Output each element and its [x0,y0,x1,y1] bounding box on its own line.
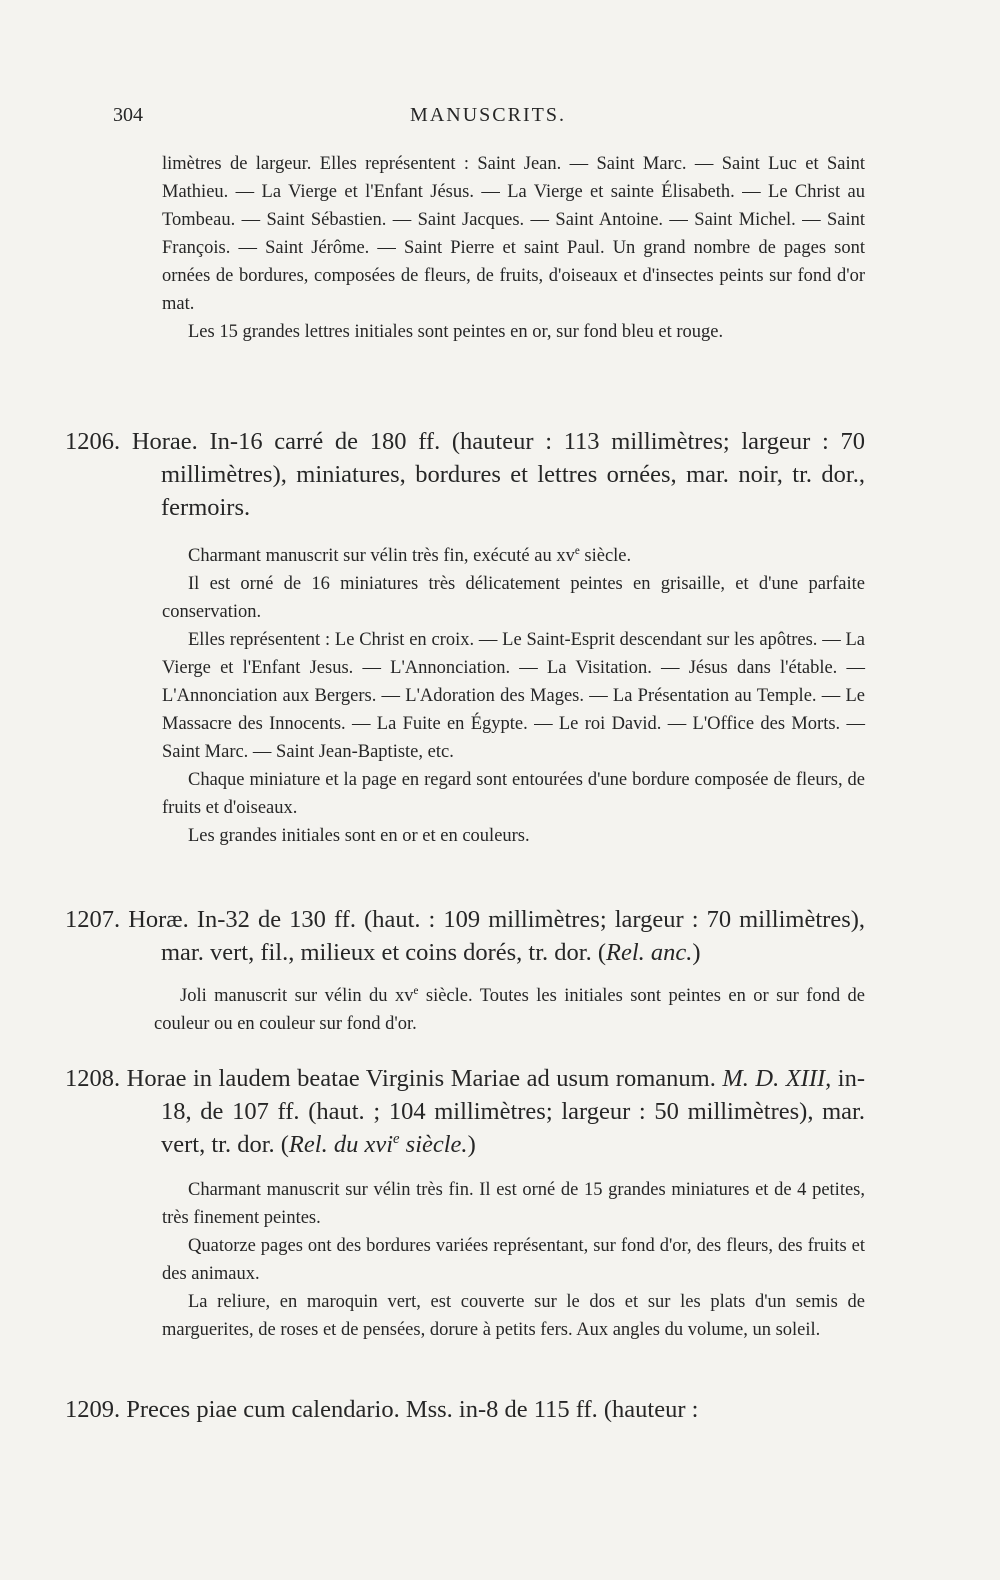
entry-1207 [65,903,866,969]
entry-number: 1209. [65,1396,121,1423]
binding-note: Rel. du xvi$^e$ siècle. [288,1130,468,1158]
running-title: MANUSCRITS. [410,104,566,126]
entry-1206-paragraph-3: Elles représentent : Le Christ en croix. — Le Saint-Esprit descendant sur les apôtres. — La Vierge et l'Enfant Jesus. — L'Annonciation. — La Visitation. — Jésus dans l'étable. — L'Annonciation aux Bergers. — L'Adoration des Mages. — La Présentation au Temple. — Le Massacre des Innocents. — La Fuite en Égypte. — Le roi David. — L'Office des Morts. — Saint Marc. — Saint Jean-Baptiste, etc. [162,630,865,762]
entry-1208-paragraph-3: La reliure, en maroquin vert, est couverte sur le dos et sur les plats d'un semis de marguerites, de roses et de pensées, dorure à petits fers. Aux angles du volume, un soleil. [162,1292,865,1340]
entry-1206-paragraph-2: Il est orné de 16 miniatures très délicatement peintes en grisaille, et d'une parfaite conservation. [162,574,865,622]
intro-paragraph-2: Les 15 grandes lettres initiales sont peintes en or, sur fond bleu et rouge. [188,322,724,342]
entry-1206-description [162,542,865,850]
entry-1207-paragraph-1: Joli manuscrit sur vélin du $xv^e$ siècle. Toutes les initiales sont peintes en or sur fond de couleur ou en couleur sur fond d'or. [154,984,865,1034]
entry-number: 1208. [65,1065,121,1092]
entry-1208-heading: 1208. Horae in laudem beatae Virginis Mariae ad usum romanum. M. D. XIII, in-18, de 107 ff. (haut. ; 104 millimètres; largeur : 50 millimètres), mar. vert, tr. dor. (Rel. du xvi$^e$ siècle.) [113,1062,865,1161]
entry-1208-paragraph-2: Quatorze pages ont des bordures variées représentant, sur fond d'or, des fleurs, des fruits et des animaux. [162,1236,865,1284]
entry-number: 1207. [65,906,121,933]
entry-title: Horae. In-16 carré de 180 ff. (hauteur : 113 millimètres; largeur : 70 millimètres), miniatures, bordures et lettres ornées, mar. noir, tr. dor., fermoirs. [131,428,865,521]
entry-title: Preces piae cum calendario. Mss. in-8 de 115 ff. (hauteur : [126,1396,699,1423]
entry-1207-heading: 1207. Horæ. In-32 de 130 ff. (haut. : 109 millimètres; largeur : 70 millimètres), mar. vert, fil., milieux et coins dorés, tr. dor. (Rel. anc.) [113,903,865,969]
entry-1206 [65,425,865,524]
entry-number: 1206. [65,428,121,455]
date-note: M. D. XIII, [722,1065,832,1092]
century-superscript: e [413,984,419,997]
entry-1208 [65,1062,866,1161]
entry-1206-heading [65,425,865,524]
intro-continuation [162,150,865,346]
entry-1206-paragraph-1: Charmant manuscrit sur vélin très fin, exécuté au $xv^e$ siècle. [188,544,632,566]
entry-1208-description [162,1176,865,1344]
binding-note: Rel. anc. [606,939,693,966]
entry-1209 [65,1393,865,1426]
century-superscript: e [574,544,580,557]
entry-1206-paragraph-4: Chaque miniature et la page en regard sont entourées d'une bordure composée de fleurs, de fruits et d'oiseaux. [162,770,865,818]
entry-1209-heading [65,1393,865,1426]
entry-1208-paragraph-1: Charmant manuscrit sur vélin très fin. Il est orné de 15 grandes miniatures et de 4 petites, très finement peintes. [162,1180,865,1228]
intro-paragraph-1: limètres de largeur. Elles représentent : Saint Jean. — Saint Marc. — Saint Luc et Saint Mathieu. — La Vierge et l'Enfant Jésus. — La Vierge et sainte Élisabeth. — Le Christ au Tombeau. — Saint Sébastien. — Saint Jacques. — Saint Antoine. — Saint Michel. — Saint François. — Saint Jérôme. — Saint Pierre et saint Paul. Un grand nombre de pages sont ornées de bordures, composées de fleurs, de fruits, d'oiseaux et d'insectes peints sur fond d'or mat. [162,154,865,314]
entry-1206-paragraph-5: Les grandes initiales sont en or et en couleurs. [188,826,530,846]
entry-1207-description [154,982,865,1038]
page-header [113,104,863,134]
page-number: 304 [113,104,143,126]
